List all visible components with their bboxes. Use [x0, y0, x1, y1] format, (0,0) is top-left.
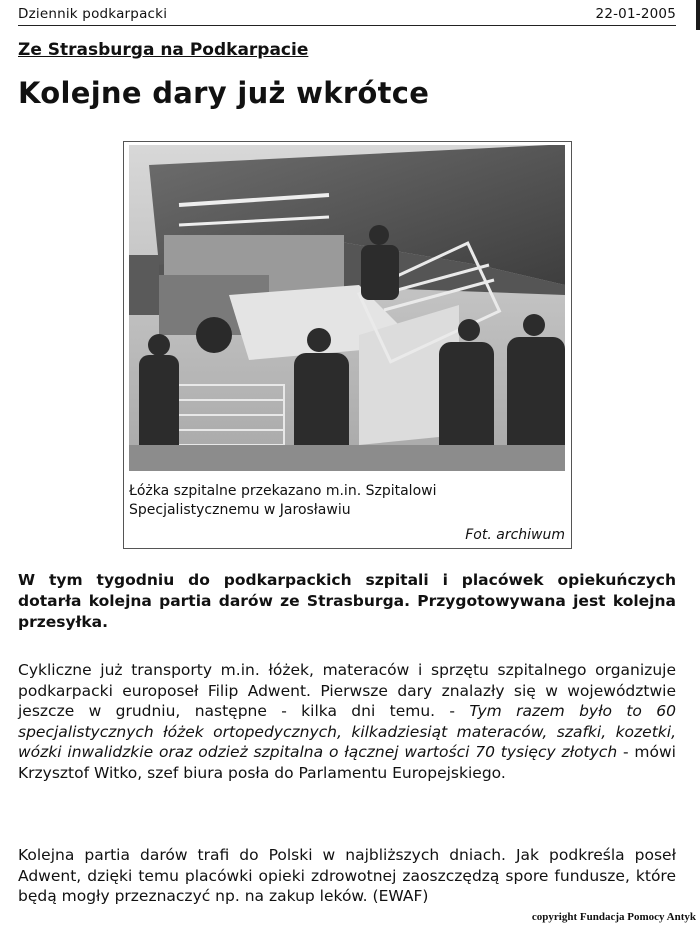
photo-box	[123, 141, 572, 549]
publication-date: 22-01-2005	[595, 6, 676, 22]
article-paragraph-2: Kolejna partia darów trafi do Polski w najbliższych dniach. Jak podkreśla poseł Adwent, dzięki temu placówki opieki zdrowotnej zaoszczędzą spore fundusze, które będą mogły przeznaczyć np. na zakup leków. (EWAF)	[18, 846, 676, 905]
article-lead: W tym tygodniu do podkarpackich szpitali i placówek opiekuńczych dotarła kolejna partia darów ze Strasburga. Przygotowywana jest kolejna przesyłka.	[18, 571, 676, 631]
photo-caption: Łóżka szpitalne przekazano m.in. Szpitalowi Specjalistycznemu w Jarosławiu	[129, 483, 437, 518]
section-heading: Ze Strasburga na Podkarpacie	[18, 40, 309, 60]
publication-name: Dziennik podkarpacki	[18, 6, 168, 22]
article-title: Kolejne dary już wkrótce	[18, 76, 430, 110]
masthead	[18, 6, 676, 26]
paragraph-1-quote: Tym razem było to 60 specjalistycznych łóżek ortopedycznych, kilkadziesiąt materaców, szafki, kozetki, wózki inwalidzkie oraz odzież szpitalna o łącznej wartości 70 tysięcy złotych	[18, 702, 676, 761]
page-edge-mark	[696, 0, 700, 30]
article-photo	[129, 145, 565, 471]
paragraph-1-attribution: - mówi Krzysztof Witko, szef biura posła do Parlamentu Europejskiego.	[18, 743, 676, 782]
article-paragraph-1	[18, 660, 676, 783]
copyright-notice: copyright Fundacja Pomocy Antyk	[531, 911, 696, 923]
photo-illustration	[129, 145, 565, 471]
photo-credit: Fot. archiwum	[465, 527, 565, 543]
paragraph-1-intro: Cykliczne już transporty m.in. łóżek, materaców i sprzętu szpitalnego organizuje podkarpacki europoseł Filip Adwent. Pierwsze dary znalazły się w województwie jeszcze w grudniu, następne - kilka dni temu. -	[18, 661, 676, 720]
